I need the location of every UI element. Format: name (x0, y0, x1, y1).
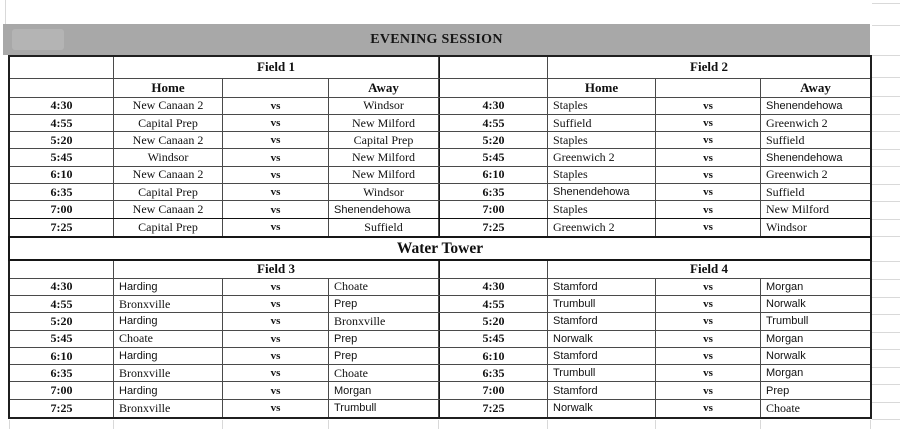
away-team-cell[interactable]: Choate (766, 400, 800, 415)
home-team-cell[interactable]: New Canaan 2 (114, 98, 223, 114)
top-schedule-table (8, 55, 872, 236)
home-team-cell[interactable]: Stamford (548, 348, 656, 364)
home-team-cell[interactable]: Choate (114, 331, 223, 347)
vs-cell: vs (223, 201, 329, 217)
gridline (9, 420, 10, 429)
schedule-row (10, 400, 870, 417)
time-cell[interactable]: 6:35 (439, 184, 548, 200)
vs-cell: vs (656, 184, 761, 200)
corner-cell[interactable] (439, 79, 548, 97)
gridline (872, 3, 900, 4)
vs-cell: vs (656, 382, 761, 398)
away-team-cell[interactable]: Shenendehowa (329, 201, 439, 217)
vs-cell: vs (223, 167, 329, 183)
time-cell[interactable]: 5:20 (439, 313, 548, 329)
away-team-cell[interactable]: Windsor (329, 98, 439, 114)
time-cell[interactable]: 7:00 (10, 382, 114, 398)
away-team-cell[interactable]: Norwalk (766, 298, 806, 311)
schedule-row (10, 167, 870, 184)
corner-cell[interactable] (439, 57, 548, 78)
away-team-cell[interactable]: Shenendehowa (766, 99, 843, 112)
gridline (872, 96, 900, 97)
corner-cell[interactable] (10, 57, 114, 78)
water-tower-divider[interactable] (8, 236, 872, 261)
schedule-row (10, 149, 870, 166)
vs-cell: vs (656, 149, 761, 165)
time-cell[interactable]: 6:10 (439, 348, 548, 364)
gridline (872, 131, 900, 132)
home-team-cell[interactable]: Norwalk (548, 400, 656, 417)
time-cell[interactable]: 5:45 (439, 149, 548, 165)
schedule-row (10, 296, 870, 313)
time-cell[interactable]: 7:25 (439, 219, 548, 236)
home-team-cell[interactable]: Stamford (548, 279, 656, 295)
gridline (760, 420, 761, 429)
vs-cell: vs (223, 184, 329, 200)
schedule-row (10, 313, 870, 330)
away-team-cell[interactable]: Suffield (766, 132, 805, 147)
home-team-cell[interactable]: Trumbull (548, 296, 656, 312)
gridline (655, 420, 656, 429)
home-team-cell[interactable]: Capital Prep (114, 219, 223, 236)
gridline (872, 402, 900, 403)
vs-cell: vs (223, 219, 329, 236)
vs-cell: vs (223, 279, 329, 295)
time-cell[interactable]: 7:00 (439, 201, 548, 217)
away-team-cell[interactable]: Trumbull (329, 400, 439, 417)
time-cell[interactable]: 7:00 (439, 382, 548, 398)
vs-cell: vs (223, 149, 329, 165)
away-team-cell[interactable]: Greenwich 2 (766, 115, 828, 130)
time-cell[interactable]: 4:30 (10, 279, 114, 295)
field-label[interactable]: Field 3 (114, 261, 439, 278)
home-team-cell[interactable]: Harding (114, 348, 223, 364)
blank-cell[interactable] (223, 79, 329, 97)
time-cell[interactable]: 5:45 (10, 149, 114, 165)
away-team-cell[interactable]: Suffield (766, 184, 805, 199)
vs-cell: vs (656, 365, 761, 381)
away-team-cell[interactable]: Norwalk (766, 350, 806, 363)
home-team-cell[interactable]: Staples (548, 132, 656, 148)
time-cell[interactable]: 4:30 (439, 98, 548, 114)
field-label[interactable]: Field 4 (690, 261, 728, 277)
vs-cell: vs (656, 201, 761, 217)
away-team-cell[interactable]: Prep (329, 348, 439, 364)
away-header: Away (800, 79, 831, 95)
away-team-cell[interactable]: Trumbull (766, 315, 809, 328)
gridline (872, 349, 900, 350)
home-team-cell[interactable]: New Canaan 2 (114, 167, 223, 183)
time-cell[interactable]: 7:25 (439, 400, 548, 417)
gridline (870, 420, 871, 429)
corner-cell[interactable] (439, 261, 548, 278)
vs-cell: vs (656, 219, 761, 236)
away-team-cell[interactable]: Morgan (766, 332, 804, 345)
gridline (872, 25, 900, 26)
time-cell[interactable]: 5:45 (10, 331, 114, 347)
vs-cell: vs (656, 296, 761, 312)
gridline (547, 420, 548, 429)
vs-cell: vs (223, 313, 329, 329)
gridline (872, 261, 900, 262)
gridline (113, 420, 114, 429)
home-team-cell[interactable]: New Canaan 2 (114, 132, 223, 148)
vs-cell: vs (656, 98, 761, 114)
away-team-cell[interactable]: Prep (766, 384, 790, 397)
bottom-schedule-table (8, 261, 872, 419)
home-team-cell[interactable]: Shenendehowa (548, 184, 656, 200)
gridline (872, 419, 900, 420)
time-cell[interactable]: 7:25 (10, 219, 114, 236)
time-cell[interactable]: 4:55 (439, 115, 548, 131)
home-team-cell[interactable]: Stamford (548, 382, 656, 398)
time-cell[interactable]: 6:10 (10, 348, 114, 364)
schedule-row (10, 348, 870, 365)
gridline (872, 166, 900, 167)
gridline (872, 279, 900, 280)
gridline (872, 201, 900, 202)
gridline (872, 297, 900, 298)
vs-cell: vs (656, 132, 761, 148)
home-team-cell[interactable]: Stamford (548, 313, 656, 329)
vs-cell: vs (223, 132, 329, 148)
away-team-cell[interactable]: Windsor (329, 184, 439, 200)
sheet-row (10, 261, 870, 279)
home-team-cell[interactable]: Staples (548, 201, 656, 217)
vs-cell: vs (223, 365, 329, 381)
water-tower-title: Water Tower (396, 239, 484, 257)
away-team-cell[interactable]: Morgan (766, 367, 804, 380)
sheet-row (10, 79, 870, 98)
schedule-row (10, 98, 870, 115)
vs-cell: vs (223, 98, 329, 114)
vs-cell: vs (656, 167, 761, 183)
vs-cell: vs (656, 313, 761, 329)
away-team-cell[interactable]: New Milford (329, 167, 439, 183)
schedule-row (10, 115, 870, 132)
gridline (328, 420, 329, 429)
vs-cell: vs (223, 348, 329, 364)
home-team-cell[interactable]: Harding (114, 382, 223, 398)
gridline (872, 314, 900, 315)
field-label[interactable]: Field 1 (114, 57, 439, 78)
home-team-cell[interactable]: Greenwich 2 (548, 219, 656, 236)
time-cell[interactable]: 6:35 (10, 365, 114, 381)
session-title: EVENING SESSION (370, 31, 503, 47)
time-cell[interactable]: 4:55 (10, 115, 114, 131)
schedule-row (10, 132, 870, 149)
vs-cell: vs (223, 382, 329, 398)
away-header: Away (329, 79, 439, 97)
vs-cell: vs (656, 400, 761, 417)
gridline (872, 219, 900, 220)
schedule-row (10, 201, 870, 218)
schedule-row (10, 219, 870, 236)
time-cell[interactable]: 6:35 (10, 184, 114, 200)
away-team-cell[interactable]: New Milford (766, 202, 829, 217)
vs-cell: vs (223, 331, 329, 347)
home-team-cell[interactable]: Bronxville (114, 296, 223, 312)
away-team-cell[interactable]: Choate (329, 365, 439, 381)
away-team-cell[interactable]: Prep (329, 331, 439, 347)
time-cell[interactable]: 5:20 (10, 132, 114, 148)
home-team-cell[interactable]: Bronxville (114, 400, 223, 417)
time-cell[interactable]: 6:35 (439, 365, 548, 381)
away-team-cell[interactable]: New Milford (329, 149, 439, 165)
gridline (222, 420, 223, 429)
vs-cell: vs (656, 115, 761, 131)
home-team-cell[interactable]: Norwalk (548, 331, 656, 347)
gridline (5, 0, 6, 24)
time-cell[interactable]: 5:20 (10, 313, 114, 329)
home-team-cell[interactable]: Capital Prep (114, 115, 223, 131)
away-team-cell[interactable]: Greenwich 2 (766, 167, 828, 182)
home-team-cell[interactable]: Bronxville (114, 365, 223, 381)
sheet-row (10, 57, 870, 79)
home-header: Home (548, 79, 656, 97)
schedule-row (10, 279, 870, 296)
home-team-cell[interactable]: Capital Prep (114, 184, 223, 200)
away-team-cell[interactable]: Morgan (766, 280, 804, 293)
away-team-cell[interactable]: Capital Prep (329, 132, 439, 148)
field-label[interactable]: Field 2 (690, 59, 728, 75)
away-team-cell[interactable]: Morgan (329, 382, 439, 398)
time-cell[interactable]: 6:10 (10, 167, 114, 183)
home-team-cell[interactable]: Greenwich 2 (548, 149, 656, 165)
home-team-cell[interactable]: New Canaan 2 (114, 201, 223, 217)
gridline (872, 114, 900, 115)
schedule-row (10, 365, 870, 382)
home-team-cell[interactable]: Staples (548, 98, 656, 114)
home-header: Home (114, 79, 223, 97)
away-team-cell[interactable]: Choate (329, 279, 439, 295)
gridline (872, 236, 900, 237)
time-cell[interactable]: 4:55 (439, 296, 548, 312)
time-cell[interactable]: 6:10 (439, 167, 548, 183)
corner-cell[interactable] (10, 79, 114, 97)
home-team-cell[interactable]: Harding (114, 279, 223, 295)
away-team-cell[interactable]: Prep (329, 296, 439, 312)
away-team-cell[interactable]: Shenendehowa (766, 151, 843, 164)
vs-cell: vs (223, 296, 329, 312)
gridline (872, 77, 900, 78)
home-team-cell[interactable]: Suffield (548, 115, 656, 131)
home-team-cell[interactable]: Windsor (114, 149, 223, 165)
vs-cell: vs (656, 348, 761, 364)
blank-cell[interactable] (656, 79, 761, 97)
time-cell[interactable]: 4:55 (10, 296, 114, 312)
vs-cell: vs (656, 331, 761, 347)
gridline (872, 55, 900, 56)
home-team-cell[interactable]: Staples (548, 167, 656, 183)
vs-cell: vs (223, 115, 329, 131)
time-cell[interactable]: 4:30 (439, 279, 548, 295)
gridline (872, 384, 900, 385)
corner-cell[interactable] (10, 261, 114, 278)
schedule-row (10, 382, 870, 399)
vs-cell: vs (656, 279, 761, 295)
gridline (872, 367, 900, 368)
gridline (438, 420, 439, 429)
time-cell[interactable]: 5:45 (439, 331, 548, 347)
banner-blur-artifact (12, 29, 64, 50)
away-team-cell[interactable]: New Milford (329, 115, 439, 131)
time-cell[interactable]: 7:25 (10, 400, 114, 417)
gridline (872, 184, 900, 185)
evening-session-banner[interactable] (3, 24, 870, 55)
away-team-cell[interactable]: Bronxville (329, 313, 439, 329)
gridline (872, 149, 900, 150)
home-team-cell[interactable]: Harding (114, 313, 223, 329)
away-team-cell[interactable]: Suffield (329, 219, 439, 236)
time-cell[interactable]: 7:00 (10, 201, 114, 217)
time-cell[interactable]: 4:30 (10, 98, 114, 114)
schedule-row (10, 184, 870, 201)
time-cell[interactable]: 5:20 (439, 132, 548, 148)
vs-cell: vs (223, 400, 329, 417)
home-team-cell[interactable]: Trumbull (548, 365, 656, 381)
schedule-row (10, 331, 870, 348)
away-team-cell[interactable]: Windsor (766, 219, 807, 234)
gridline (872, 332, 900, 333)
